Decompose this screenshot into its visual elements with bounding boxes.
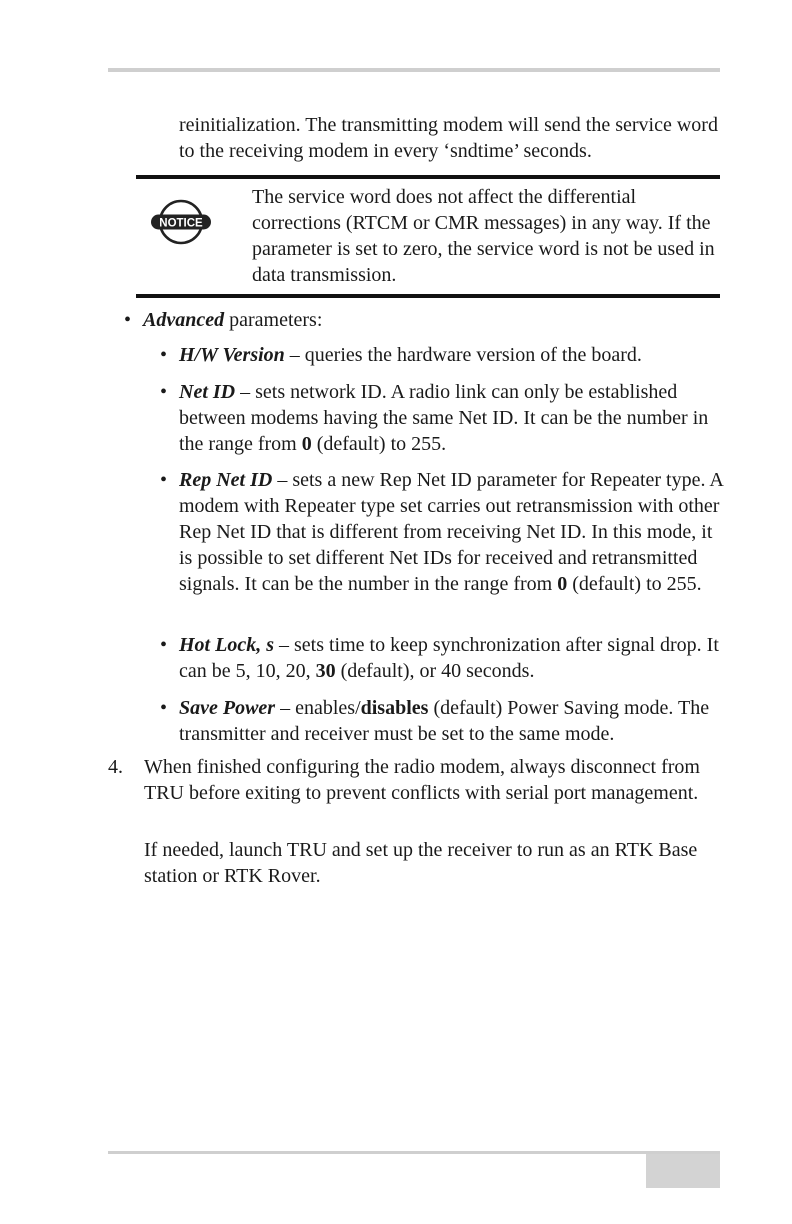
intro-paragraph: reinitialization. The transmitting modem will send the service word to the receiving modem in every ‘sndtime’ seconds. [179,114,718,162]
bullet: • [160,381,168,403]
rep-net-id-default: 0 [557,573,568,595]
bullet: • [160,344,168,366]
save-power-default: disables [360,697,429,719]
notice-text: The service word does not affect the differential corrections (RTCM or CMR messages) in any way. If the parameter is set to zero, the service word is not be used in data transmission. [252,186,715,286]
footer-rule [108,1151,720,1154]
hw-version-term: H/W Version [179,344,285,366]
bullet: • [124,309,132,331]
bullet: • [160,634,168,656]
net-id-default: 0 [301,433,312,455]
advanced-text: parameters: [224,309,323,331]
notice-top-rule [136,175,720,179]
net-id-text: – sets network ID. A radio link can only be established between modems having the same Net ID. It can be the number in the range from [179,381,709,455]
net-id-term: Net ID [179,381,236,403]
header-rule [108,68,720,72]
notice-icon-label: NOTICE [159,217,203,230]
save-power-term: Save Power [179,697,276,719]
save-power-text: – enables/ [275,697,361,719]
save-power-text-end: (default) Power Saving mode. The transmitter and receiver must be set to the same mode. [179,697,710,745]
hot-lock-text-end: (default), or 40 seconds. [335,660,535,682]
step-number: 4. [108,756,123,778]
net-id-text-end: (default) to 255. [311,433,447,455]
hot-lock-term: Hot Lock, s [179,634,274,656]
advanced-term: Advanced [143,309,225,331]
rep-net-id-text: – sets a new Rep Net ID parameter for Repeater type. A modem with Repeater type set carries out retransmission with other Rep Net ID that is different from receiving Net ID. In this mode, it is possible to set different Net IDs for received and retransmitted signals. It can be the number in the range from [179,469,723,595]
rep-net-id-term: Rep Net ID [179,469,273,491]
hw-version-text: – queries the hardware version of the board. [284,344,642,366]
page-number-tab [646,1154,720,1188]
rep-net-id-text-end: (default) to 255. [567,573,702,595]
hot-lock-default: 30 [315,660,336,682]
notice-box [136,175,720,298]
bullet: • [160,469,168,491]
hot-lock-text: – sets time to keep synchronization after signal drop. It can be 5, 10, 20, [179,634,719,682]
notice-icon [148,199,214,245]
notice-bottom-rule [136,294,720,298]
final-paragraph: If needed, launch TRU and set up the receiver to run as an RTK Base station or RTK Rover. [144,839,698,887]
bullet: • [160,697,168,719]
step-4-text: When finished configuring the radio modem, always disconnect from TRU before exiting to prevent conflicts with serial port management. [144,756,700,804]
